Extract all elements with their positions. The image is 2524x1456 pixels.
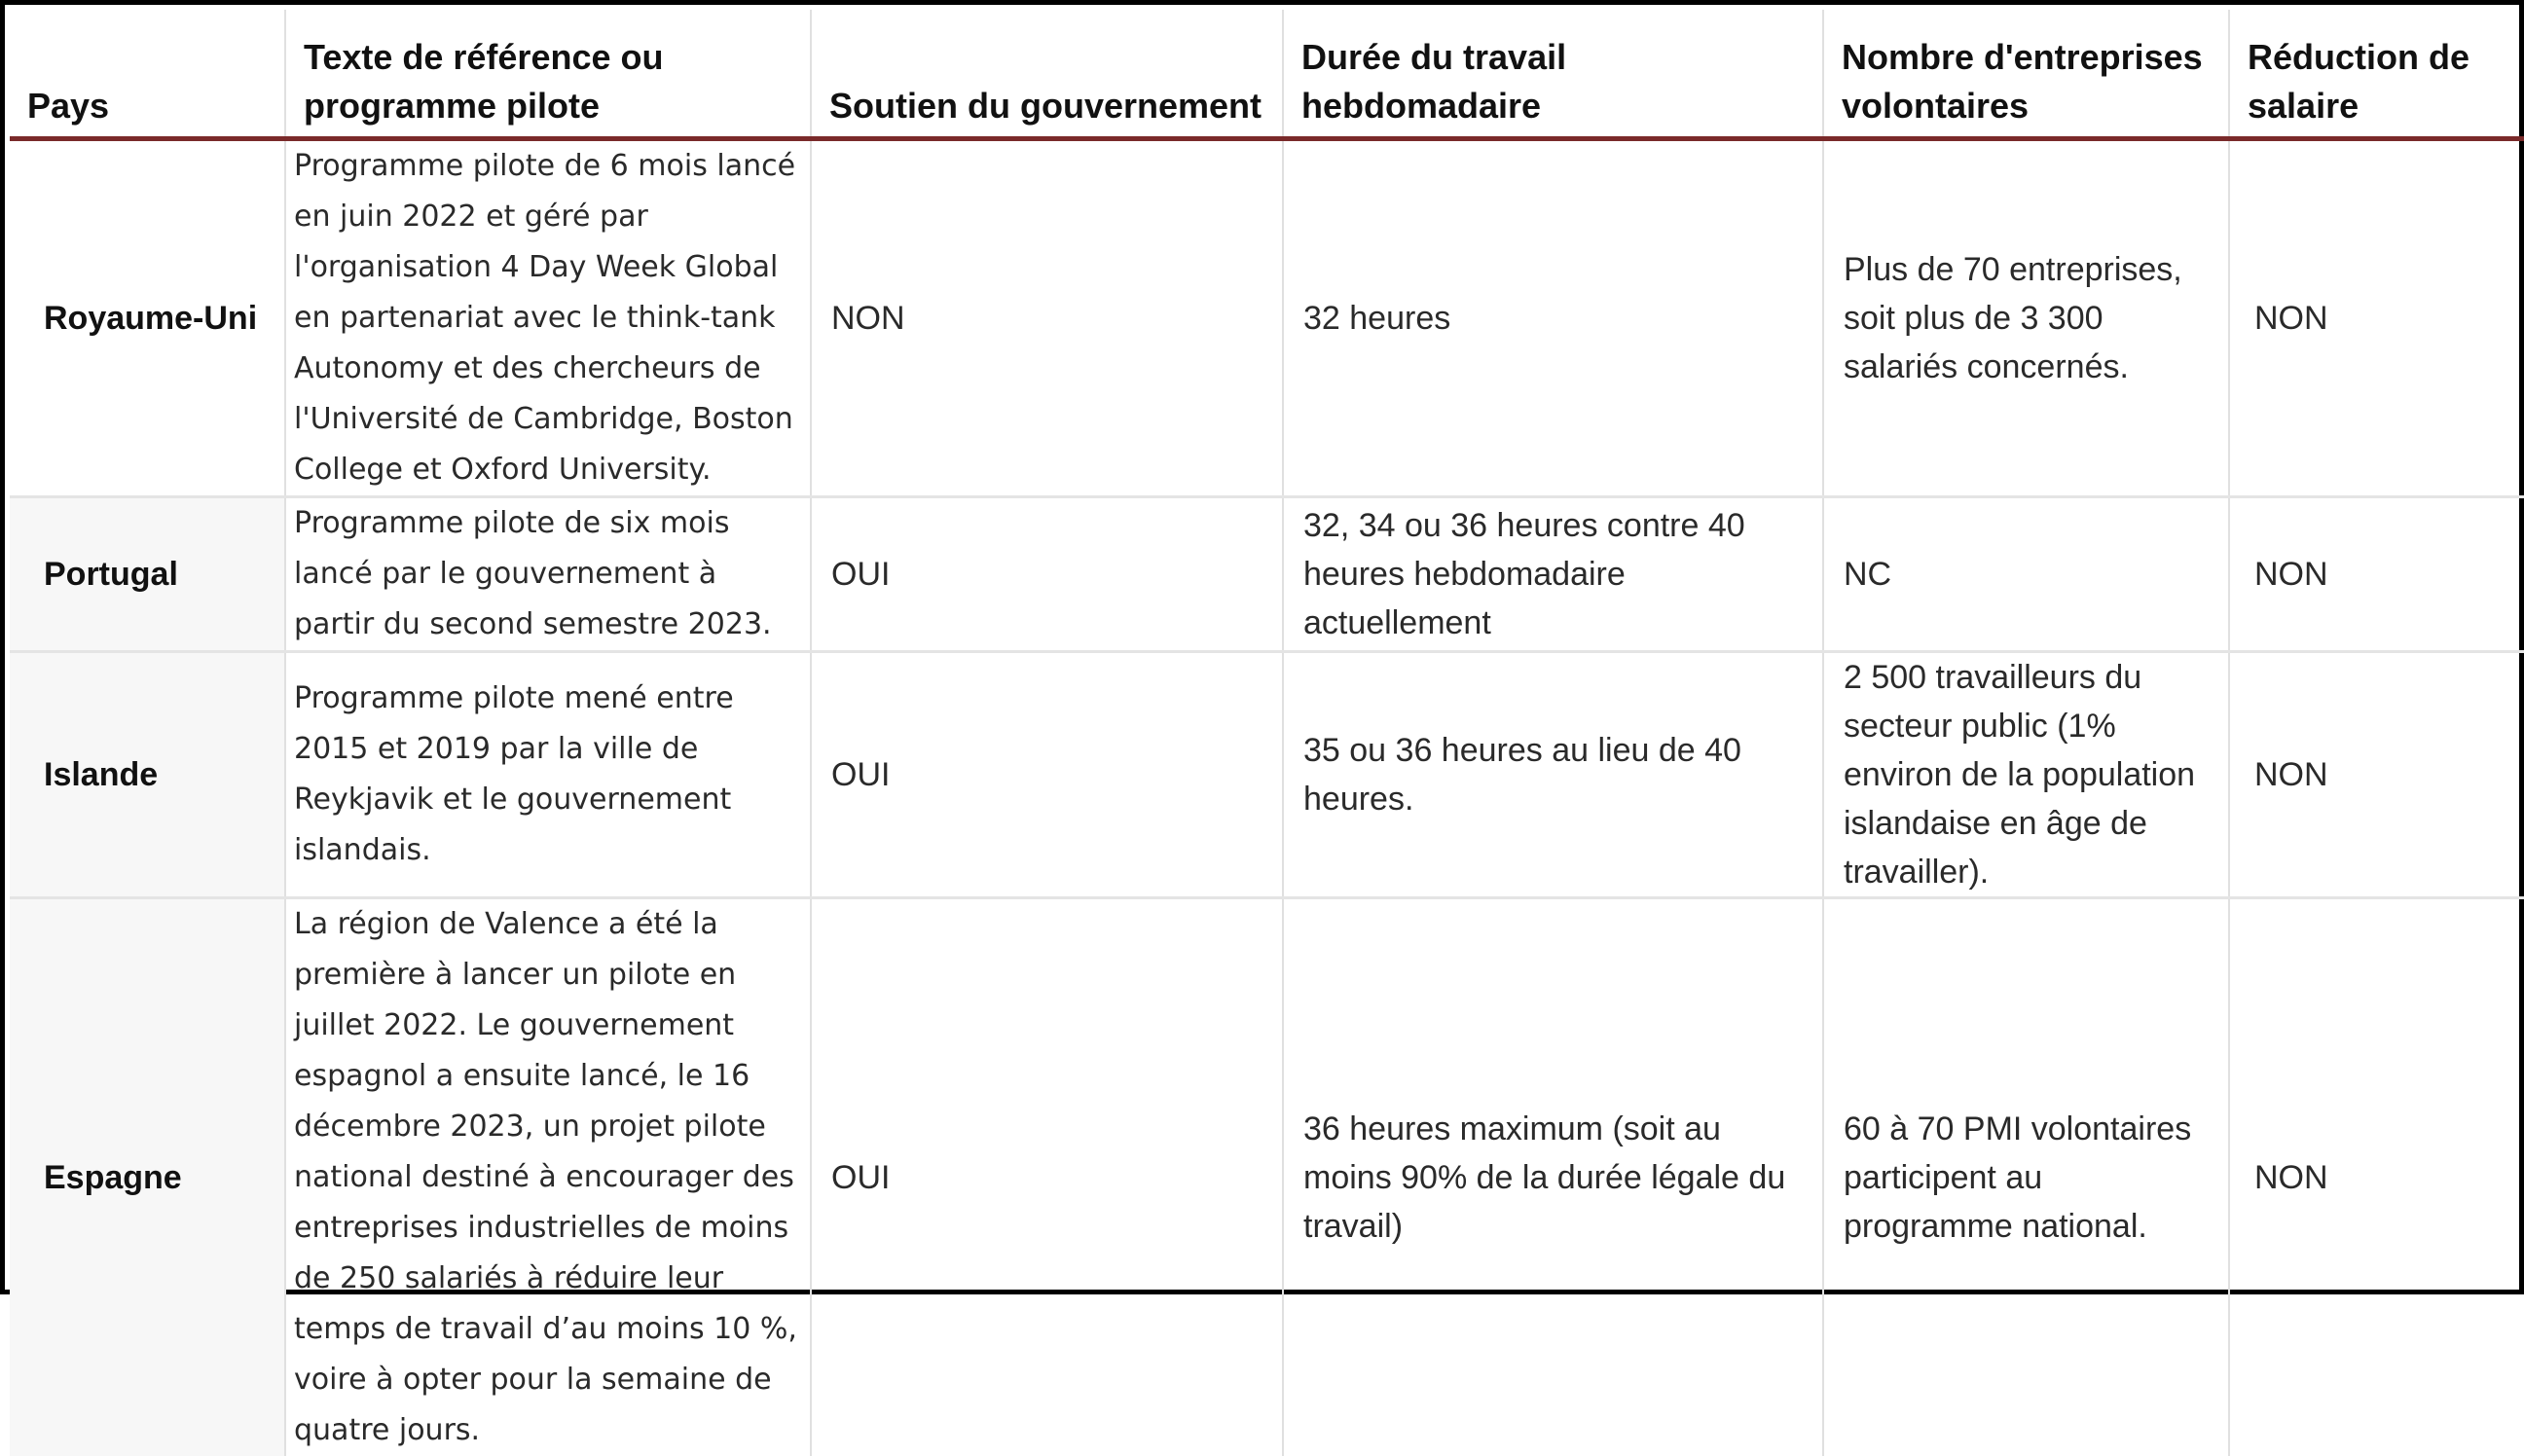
table-row: [10, 138, 2524, 496]
header-reduction: Réduction de salaire: [2229, 10, 2524, 138]
cell-soutien: OUI: [811, 651, 1283, 897]
table-row: [10, 496, 2524, 651]
cell-pays: Espagne: [10, 897, 285, 1456]
cell-texte: Programme pilote de 6 mois lancé en juin 2022 et géré par l'organisation 4 Day Week Global en partenariat avec le think-tank Autonomy et des chercheurs de l'Université de Cambridge, Boston College et Oxford University.: [285, 138, 811, 496]
cell-duree: 32 heures: [1283, 138, 1823, 496]
header-pays: Pays: [10, 10, 285, 138]
cell-pays: Portugal: [10, 496, 285, 651]
cell-duree: 32, 34 ou 36 heures contre 40 heures hebdomadaire actuellement: [1283, 496, 1823, 651]
header-soutien: Soutien du gouvernement: [811, 10, 1283, 138]
cell-reduction: NON: [2229, 897, 2524, 1456]
cell-soutien: OUI: [811, 897, 1283, 1456]
cell-nombre: Plus de 70 entreprises, soit plus de 3 300 salariés concernés.: [1823, 138, 2229, 496]
cell-reduction: NON: [2229, 138, 2524, 496]
cell-texte: La région de Valence a été la première à lancer un pilote en juillet 2022. Le gouvernement espagnol a ensuite lancé, le 16 décembre 2023, un projet pilote national destiné à encourager des entreprises industrielles de moins de 250 salariés à réduire leur temps de travail d’au moins 10 %, voire à opter pour la semaine de quatre jours.: [285, 897, 811, 1456]
cell-soutien: OUI: [811, 496, 1283, 651]
cell-reduction: NON: [2229, 651, 2524, 897]
comparison-table: [10, 10, 2524, 1456]
cell-soutien: NON: [811, 138, 1283, 496]
header-row: [10, 10, 2524, 138]
table-row: [10, 651, 2524, 897]
cell-texte: Programme pilote de six mois lancé par le gouvernement à partir du second semestre 2023.: [285, 496, 811, 651]
cell-nombre: NC: [1823, 496, 2229, 651]
cell-nombre: 60 à 70 PMI volontaires participent au programme national.: [1823, 897, 2229, 1456]
cell-texte: Programme pilote mené entre 2015 et 2019 par la ville de Reykjavik et le gouvernement islandais.: [285, 651, 811, 897]
header-duree: Durée du travail hebdomadaire: [1283, 10, 1823, 138]
cell-nombre: 2 500 travailleurs du secteur public (1% environ de la population islandaise en âge de travailler).: [1823, 651, 2229, 897]
cell-duree: 36 heures maximum (soit au moins 90% de la durée légale du travail): [1283, 897, 1823, 1456]
cell-duree: 35 ou 36 heures au lieu de 40 heures.: [1283, 651, 1823, 897]
cell-reduction: NON: [2229, 496, 2524, 651]
header-nombre: Nombre d'entreprises volontaires: [1823, 10, 2229, 138]
cell-pays: Royaume-Uni: [10, 138, 285, 496]
table-row: [10, 897, 2524, 1456]
header-texte: Texte de référence ou programme pilote: [285, 10, 811, 138]
cell-pays: Islande: [10, 651, 285, 897]
